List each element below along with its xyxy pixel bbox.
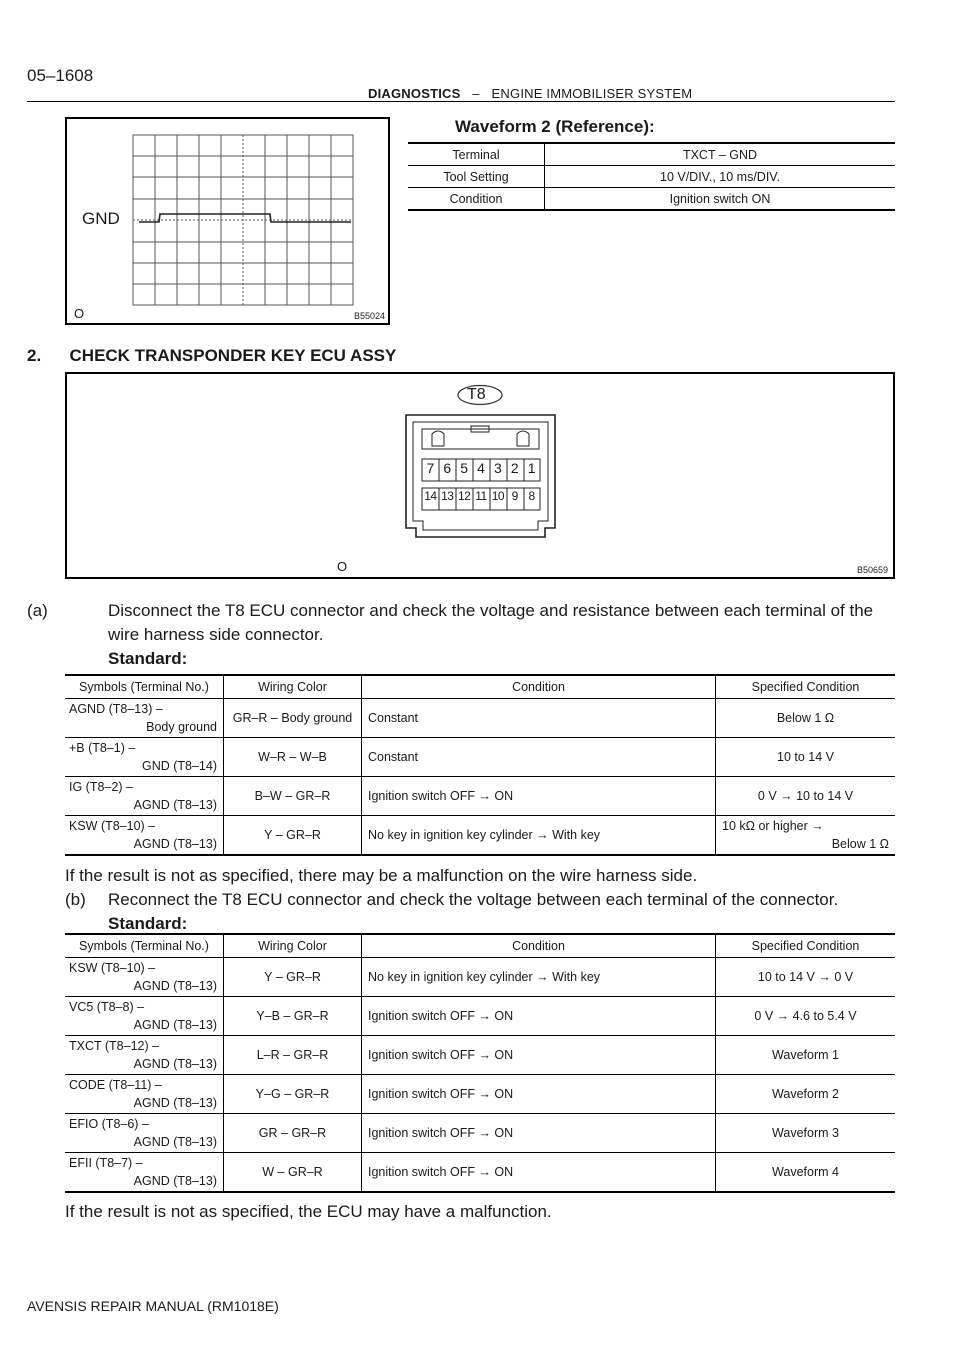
pin-number: 7 bbox=[426, 460, 435, 476]
symbol-cell bbox=[65, 777, 224, 816]
symbol-ground: AGND (T8–13) bbox=[133, 1135, 217, 1149]
wiring-cell: W – GR–R bbox=[224, 1153, 362, 1193]
condition-cell: No key in ignition key cylinder → With key bbox=[362, 816, 716, 856]
column-header: Condition bbox=[362, 675, 716, 699]
symbol-ground: AGND (T8–13) bbox=[133, 1018, 217, 1032]
spec-line1: 10 kΩ or higher → bbox=[722, 819, 824, 833]
condition-cell: Ignition switch OFF → ON bbox=[362, 1114, 716, 1153]
symbol-text: VC5 (T8–8) – bbox=[69, 1000, 145, 1014]
table-row bbox=[65, 958, 895, 997]
header-rule bbox=[27, 101, 895, 102]
table-row bbox=[65, 1153, 895, 1193]
spec-cell: Waveform 3 bbox=[716, 1114, 896, 1153]
spec-cell: Waveform 4 bbox=[716, 1153, 896, 1193]
connector-tag: T8 bbox=[467, 386, 486, 403]
symbol-text: CODE (T8–11) – bbox=[69, 1078, 162, 1092]
pin-number: 12 bbox=[457, 489, 471, 503]
table-row bbox=[65, 1075, 895, 1114]
connector-body bbox=[406, 415, 555, 537]
pin-number: 11 bbox=[475, 489, 487, 503]
spec-cell: Below 1 Ω bbox=[716, 699, 896, 738]
step-a-text-line2: wire harness side connector. bbox=[108, 625, 324, 644]
spec-cell: 0 V → 4.6 to 5.4 V bbox=[716, 997, 896, 1036]
symbol-cell bbox=[65, 699, 224, 738]
waveform-trace bbox=[139, 214, 351, 222]
table-header-row bbox=[65, 675, 895, 699]
pin-row-bottom bbox=[422, 489, 540, 503]
pin-number: 3 bbox=[493, 460, 502, 476]
wiring-cell: Y–G – GR–R bbox=[224, 1075, 362, 1114]
pin-number: 5 bbox=[460, 460, 469, 476]
zero-mark: O bbox=[74, 306, 85, 321]
waveform-title: Waveform 2 (Reference): bbox=[455, 117, 655, 136]
spec-cell: Waveform 2 bbox=[716, 1075, 896, 1114]
pin-number: 14 bbox=[424, 489, 437, 503]
step-b-label: (b) bbox=[65, 890, 86, 909]
header-dash: – bbox=[472, 86, 480, 101]
header-section: DIAGNOSTICS bbox=[368, 86, 461, 101]
condition-cell: Ignition switch OFF → ON bbox=[362, 777, 716, 816]
table-cell: Tool Setting bbox=[408, 166, 545, 188]
pin-number: 2 bbox=[510, 460, 519, 476]
result-note-ecu: If the result is not as specified, the ECU may have a malfunction. bbox=[65, 1202, 552, 1221]
page-number: 05–1608 bbox=[27, 66, 94, 85]
column-header: Symbols (Terminal No.) bbox=[65, 934, 224, 958]
table-row bbox=[65, 1036, 895, 1075]
symbol-cell bbox=[65, 1114, 224, 1153]
pin-number: 4 bbox=[477, 460, 485, 476]
running-header bbox=[368, 86, 692, 101]
wiring-cell: Y–B – GR–R bbox=[224, 997, 362, 1036]
spec-cell: 10 to 14 V → 0 V bbox=[716, 958, 896, 997]
table-row bbox=[65, 1114, 895, 1153]
column-header: Condition bbox=[362, 934, 716, 958]
footer: AVENSIS REPAIR MANUAL (RM1018E) bbox=[27, 1298, 279, 1314]
symbol-text: TXCT (T8–12) – bbox=[69, 1039, 160, 1053]
waveform-figure bbox=[65, 117, 390, 325]
symbol-ground: AGND (T8–13) bbox=[133, 1174, 217, 1188]
waveform-table bbox=[408, 142, 895, 211]
step-a-text-line1: Disconnect the T8 ECU connector and check the voltage and resistance between each terminal of the bbox=[108, 601, 874, 620]
wiring-cell: Y – GR–R bbox=[224, 816, 362, 856]
zero-mark: O bbox=[337, 559, 348, 574]
column-header: Symbols (Terminal No.) bbox=[65, 675, 224, 699]
wiring-cell: GR – GR–R bbox=[224, 1114, 362, 1153]
pin-row-top bbox=[422, 460, 540, 476]
wiring-cell: GR–R – Body ground bbox=[224, 699, 362, 738]
table-row bbox=[65, 738, 895, 777]
step-heading: 2. CHECK TRANSPONDER KEY ECU ASSY bbox=[27, 346, 397, 365]
pin-number: 6 bbox=[443, 460, 452, 476]
symbol-text: KSW (T8–10) – bbox=[69, 819, 156, 833]
table-row bbox=[408, 143, 895, 166]
pin-number: 1 bbox=[527, 460, 536, 476]
spec-cell bbox=[716, 816, 896, 856]
symbol-cell bbox=[65, 1036, 224, 1075]
table-row bbox=[408, 188, 895, 211]
figure-id: B50659 bbox=[857, 565, 889, 575]
table-cell: Condition bbox=[408, 188, 545, 211]
wiring-cell: W–R – W–B bbox=[224, 738, 362, 777]
table-row bbox=[408, 166, 895, 188]
figure-id: B55024 bbox=[354, 311, 386, 321]
symbol-cell bbox=[65, 1075, 224, 1114]
pin-number: 13 bbox=[441, 489, 454, 503]
symbol-text: EFIO (T8–6) – bbox=[69, 1117, 149, 1131]
symbol-ground: AGND (T8–13) bbox=[133, 1096, 217, 1110]
spec-line2: Below 1 Ω bbox=[831, 837, 889, 851]
column-header: Specified Condition bbox=[716, 934, 896, 958]
condition-cell: Ignition switch OFF → ON bbox=[362, 1036, 716, 1075]
symbol-cell bbox=[65, 738, 224, 777]
table-cell: 10 V/DIV., 10 ms/DIV. bbox=[545, 166, 896, 188]
spec-cell: Waveform 1 bbox=[716, 1036, 896, 1075]
table-row bbox=[65, 699, 895, 738]
header-subsection: ENGINE IMMOBILISER SYSTEM bbox=[491, 86, 693, 101]
symbol-text: EFII (T8–7) – bbox=[69, 1156, 143, 1170]
spec-cell: 10 to 14 V bbox=[716, 738, 896, 777]
table-cell: Terminal bbox=[408, 143, 545, 166]
symbol-ground: AGND (T8–13) bbox=[133, 1057, 217, 1071]
step-a-label: (a) bbox=[27, 601, 48, 620]
symbol-text: AGND (T8–13) – bbox=[69, 702, 163, 716]
spec-cell: 0 V → 10 to 14 V bbox=[716, 777, 896, 816]
symbol-text: KSW (T8–10) – bbox=[69, 961, 156, 975]
symbol-ground: AGND (T8–13) bbox=[133, 979, 217, 993]
condition-cell: Ignition switch OFF → ON bbox=[362, 997, 716, 1036]
symbol-cell bbox=[65, 997, 224, 1036]
table-cell: TXCT – GND bbox=[545, 143, 896, 166]
symbol-cell bbox=[65, 958, 224, 997]
gnd-label: GND bbox=[82, 209, 120, 228]
table-row bbox=[65, 997, 895, 1036]
condition-cell: Constant bbox=[362, 738, 716, 777]
column-header: Specified Condition bbox=[716, 675, 896, 699]
standard-table-ecu bbox=[65, 933, 895, 1193]
condition-cell: No key in ignition key cylinder → With key bbox=[362, 958, 716, 997]
symbol-ground: Body ground bbox=[146, 720, 217, 734]
table-row bbox=[65, 816, 895, 856]
table-header-row bbox=[65, 934, 895, 958]
connector-figure bbox=[65, 372, 895, 579]
symbol-ground: GND (T8–14) bbox=[141, 759, 217, 773]
symbol-text: IG (T8–2) – bbox=[69, 780, 133, 794]
symbol-cell bbox=[65, 816, 224, 856]
pin-number: 10 bbox=[491, 489, 505, 503]
condition-cell: Constant bbox=[362, 699, 716, 738]
wiring-cell: B–W – GR–R bbox=[224, 777, 362, 816]
condition-cell: Ignition switch OFF → ON bbox=[362, 1075, 716, 1114]
step-b-text: Reconnect the T8 ECU connector and check the voltage between each terminal of the connector. bbox=[108, 890, 839, 909]
table-row bbox=[65, 777, 895, 816]
symbol-text: +B (T8–1) – bbox=[69, 741, 136, 755]
symbol-ground: AGND (T8–13) bbox=[133, 837, 217, 851]
standard-label: Standard: bbox=[108, 914, 188, 933]
standard-table-harness bbox=[65, 674, 895, 856]
column-header: Wiring Color bbox=[224, 675, 362, 699]
symbol-ground: AGND (T8–13) bbox=[133, 798, 217, 812]
pin-number: 8 bbox=[528, 489, 535, 503]
standard-label: Standard: bbox=[108, 649, 188, 668]
result-note-harness: If the result is not as specified, there may be a malfunction on the wire harness side. bbox=[65, 866, 698, 885]
table-cell: Ignition switch ON bbox=[545, 188, 896, 211]
symbol-cell bbox=[65, 1153, 224, 1193]
wiring-cell: L–R – GR–R bbox=[224, 1036, 362, 1075]
column-header: Wiring Color bbox=[224, 934, 362, 958]
pin-number: 9 bbox=[511, 489, 518, 503]
wiring-cell: Y – GR–R bbox=[224, 958, 362, 997]
condition-cell: Ignition switch OFF → ON bbox=[362, 1153, 716, 1193]
